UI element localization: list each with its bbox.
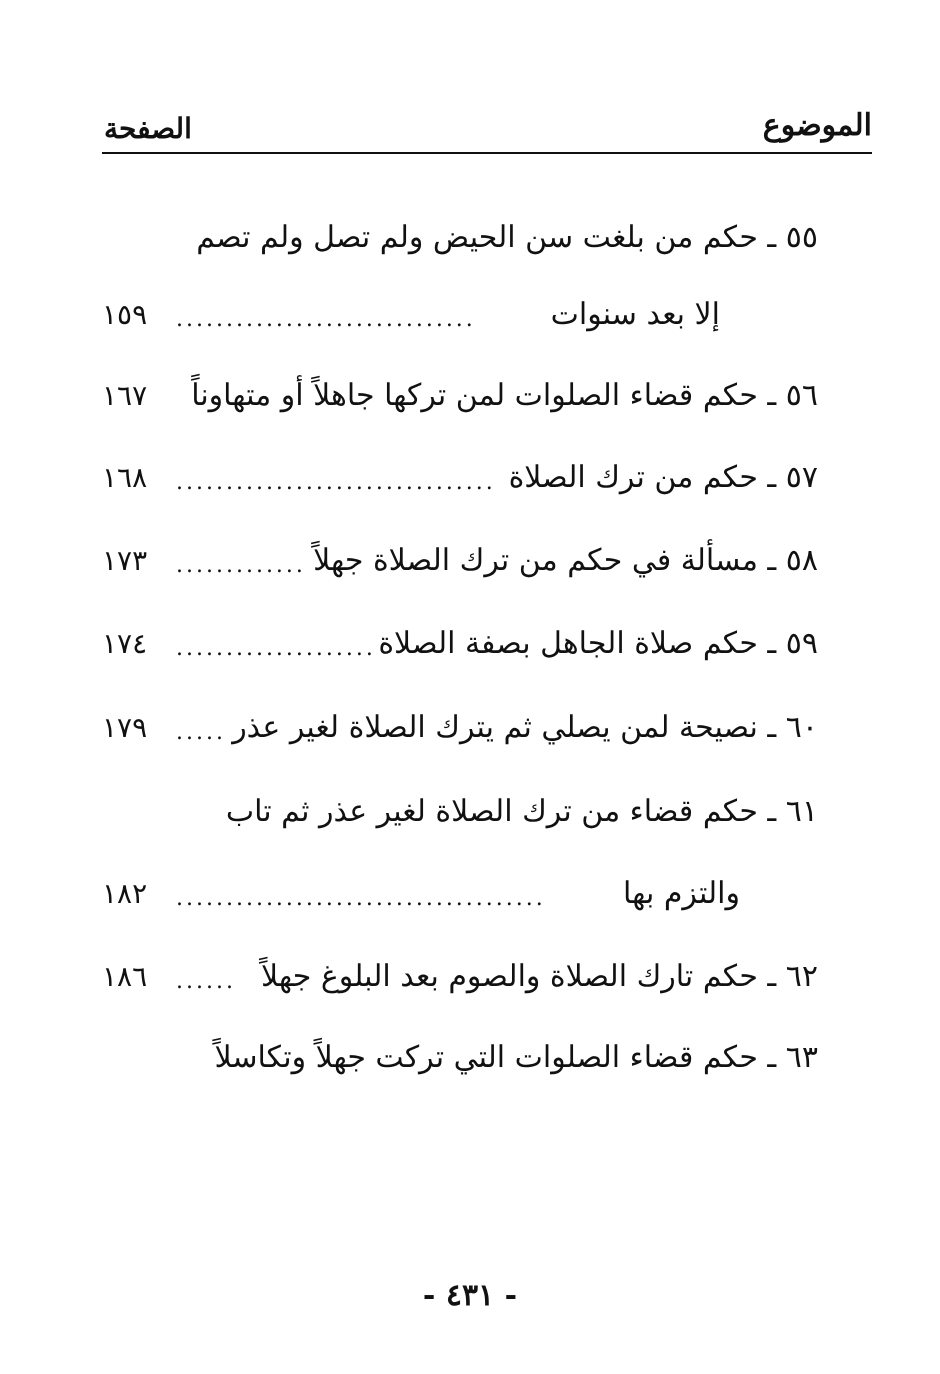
toc-leader-dots: ..... [176,720,226,745]
toc-entry [102,947,818,1007]
toc-entry-text: ٥٦ ـ حكم قضاء الصلوات لمن تركها جاهلاً أو متهاوناً [191,378,818,413]
toc-leader-dots: ..................................... [176,886,546,911]
toc-entry-text: ٥٥ ـ حكم من بلغت سن الحيض ولم تصل ولم تصم [196,220,818,255]
toc-leader-dots: .............................. [176,307,476,332]
toc-leader-dots: .................... [176,636,376,661]
toc-entry [102,285,818,345]
toc-entry-page: ١٦٧ [102,379,148,412]
toc-leader-dots: ................................ [176,470,496,495]
toc-entry [102,614,818,674]
toc-leader-dots: ............. [176,553,306,578]
toc-entry-page: ١٧٤ [102,627,148,660]
page-number: - ٤٣١ - [422,1278,518,1313]
toc-entry-text: والتزم بها [623,876,740,911]
toc-entry-page: ١٨٦ [102,960,148,993]
subject-column-title: الموضوع [762,108,872,143]
toc-entry-text: إلا بعد سنوات [550,297,720,332]
toc-entry-text: ٦١ ـ حكم قضاء من ترك الصلاة لغير عذر ثم تاب [225,794,818,829]
toc-entry [102,531,818,591]
toc-leader-dots: ...... [176,969,236,994]
toc-entry-text: ٦٣ ـ حكم قضاء الصلوات التي تركت جهلاً وتكاسلاً [214,1040,818,1075]
toc-entry [102,1028,818,1088]
toc-entry-text: ٥٧ ـ حكم من ترك الصلاة [508,460,818,495]
toc-entry [102,366,818,426]
toc-entry-page: ١٨٢ [102,877,148,910]
toc-entry-text: ٥٨ ـ مسألة في حكم من ترك الصلاة جهلاً [313,543,818,578]
page-column-title: الصفحة [104,112,192,145]
toc-entry [102,864,818,924]
toc-entry-page: ١٦٨ [102,461,148,494]
toc-entry-page: ١٧٣ [102,544,148,577]
toc-entry-page: ١٥٩ [102,298,148,331]
toc-entry [102,448,818,508]
toc-entry [102,782,818,842]
toc-entry-text: ٦٢ ـ حكم تارك الصلاة والصوم بعد البلوغ جهلاً [261,959,818,994]
toc-entry-text: ٥٩ ـ حكم صلاة الجاهل بصفة الصلاة [378,626,818,661]
toc-header [102,104,872,154]
toc-entry-page: ١٧٩ [102,711,148,744]
toc-entry-text: ٦٠ ـ نصيحة لمن يصلي ثم يترك الصلاة لغير عذر [232,710,818,745]
toc-entry [102,698,818,758]
toc-entry [102,208,818,268]
